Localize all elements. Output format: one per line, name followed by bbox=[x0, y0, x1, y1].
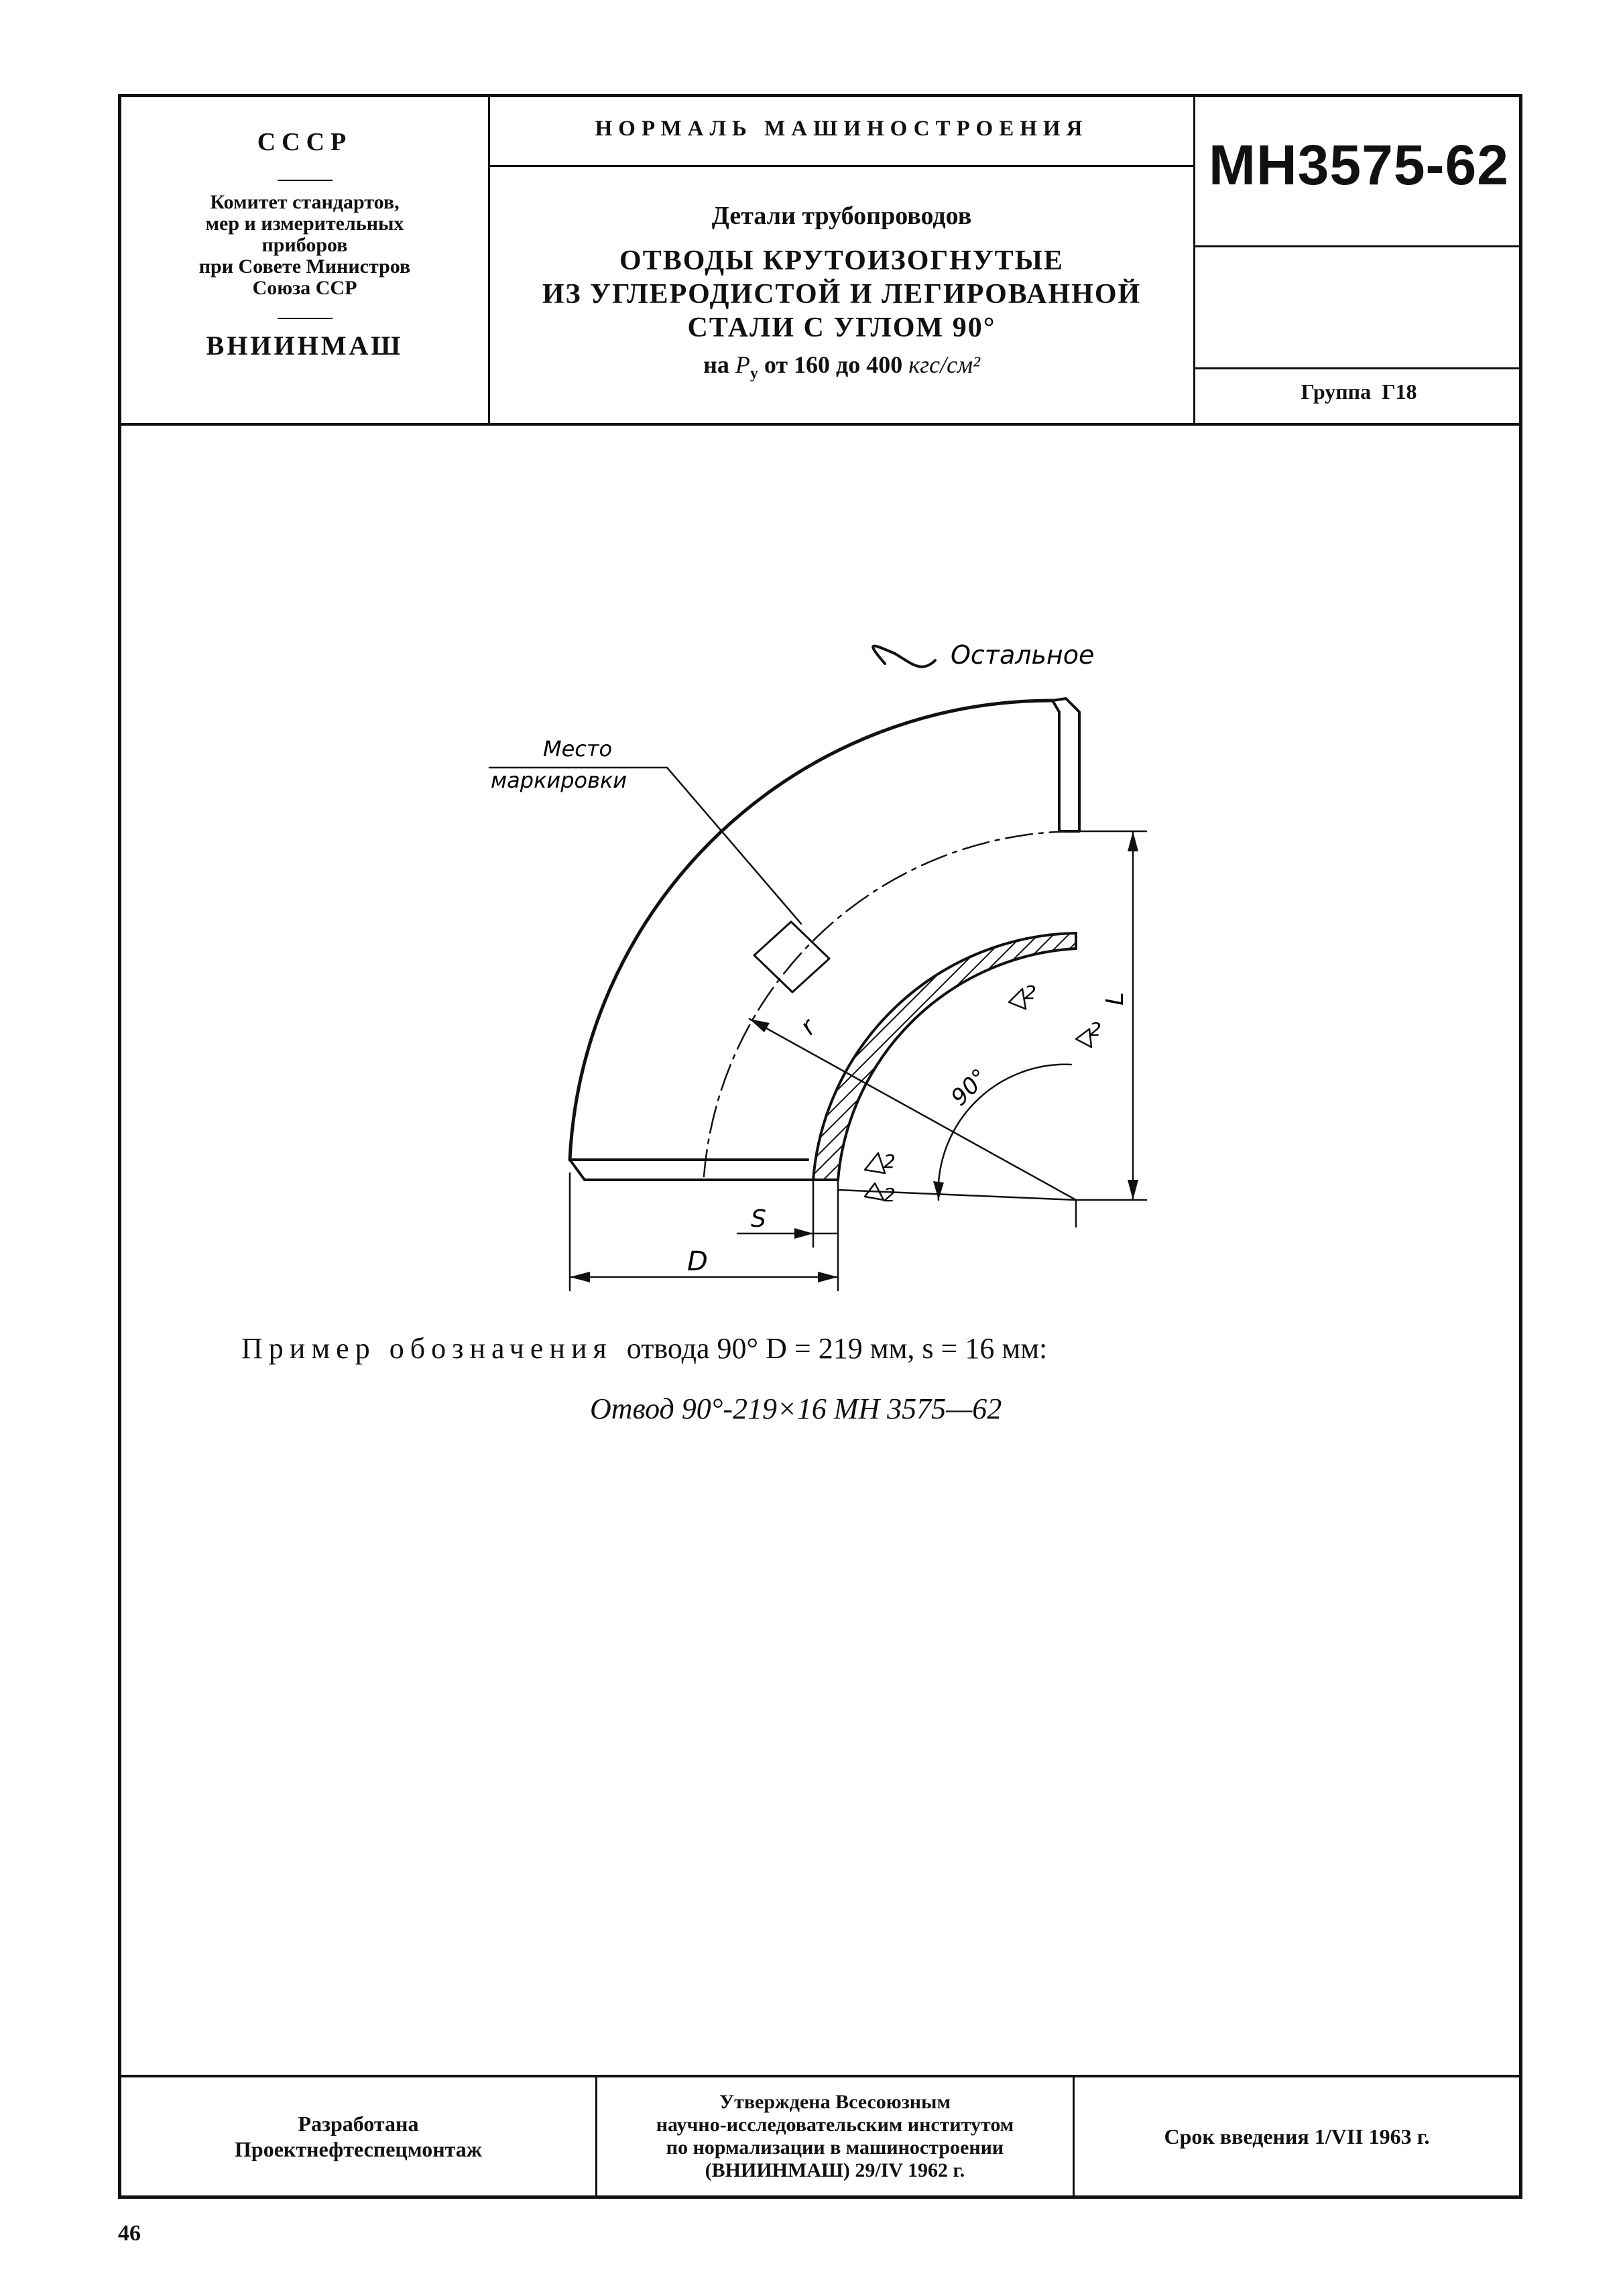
pressure-prefix: на bbox=[703, 351, 729, 378]
developed-line-2: Проектнефтеспецмонтаж bbox=[235, 2137, 482, 2161]
arrow-D-right bbox=[818, 1272, 838, 1282]
effective-date: Срок введения 1/VII 1963 г. bbox=[1164, 2124, 1430, 2149]
dim-r-label: r bbox=[794, 1014, 822, 1040]
arrow-L-bottom bbox=[1128, 1180, 1138, 1200]
center-line-arc bbox=[704, 831, 1076, 1176]
roughness-value-3: 2 bbox=[1024, 981, 1036, 1004]
roughness-triangle-3 bbox=[1009, 989, 1026, 1009]
dim-L-label: L bbox=[1101, 991, 1129, 1006]
example-line bbox=[241, 1331, 1047, 1367]
roughness-symbol bbox=[873, 646, 935, 667]
dim-D-label: D bbox=[687, 1246, 708, 1277]
document-code: МН3575-62 bbox=[1209, 133, 1509, 196]
pressure-subscript: у bbox=[749, 365, 758, 383]
committee-line-3: приборов bbox=[261, 234, 348, 256]
roughness-text: Остальное bbox=[951, 640, 1095, 670]
top-end-face bbox=[1053, 699, 1079, 831]
roughness-value-2: 2 bbox=[884, 1184, 896, 1206]
arrow-r bbox=[749, 1019, 770, 1032]
title-line-3: СТАЛИ С УГЛОМ 90° bbox=[687, 312, 996, 343]
arrow-s bbox=[794, 1228, 813, 1239]
title-line-1: ОТВОДЫ КРУТОИЗОГНУТЫЕ bbox=[619, 245, 1064, 276]
pressure-range: от 160 до 400 bbox=[764, 351, 903, 378]
pressure-symbol: P bbox=[735, 351, 750, 378]
base-extension bbox=[838, 1190, 1076, 1227]
arrow-D-left bbox=[570, 1272, 590, 1282]
committee-line-4: при Совете Министров bbox=[198, 255, 411, 278]
approved-line-4: (ВНИИНМАШ) 29/IV 1962 г. bbox=[705, 2159, 965, 2181]
wall-section bbox=[813, 933, 1076, 1180]
title-line-2: ИЗ УГЛЕРОДИСТОЙ И ЛЕГИРОВАННОЙ bbox=[542, 279, 1142, 310]
radius-line bbox=[749, 1019, 1076, 1200]
dim-L-line bbox=[1076, 831, 1146, 1200]
example-label: Пример обозначения bbox=[241, 1332, 613, 1365]
angle-label: 90° bbox=[946, 1063, 994, 1111]
roughness-triangle-1 bbox=[865, 1153, 885, 1173]
example-designation: Отвод 90°-219×16 МН 3575—62 bbox=[590, 1392, 1002, 1425]
developed-line-1: Разработана bbox=[298, 2112, 419, 2136]
committee-line-1: Комитет стандартов, bbox=[210, 191, 400, 213]
page-number: 46 bbox=[118, 2221, 141, 2246]
group-label: Группа Г18 bbox=[1301, 379, 1417, 404]
arrow-L-top bbox=[1128, 831, 1138, 851]
left-end-face bbox=[570, 1160, 813, 1180]
series-label: НОРМАЛЬ МАШИНОСТРОЕНИЯ bbox=[595, 117, 1089, 141]
example-text: отвода 90° D = 219 мм, s = 16 мм: bbox=[626, 1332, 1048, 1365]
approved-line-3: по нормализации в машиностроении bbox=[666, 2136, 1004, 2159]
marking-box bbox=[754, 922, 829, 992]
subject-label: Детали трубопроводов bbox=[711, 202, 972, 230]
footer-effective-cell bbox=[1075, 2077, 1519, 2195]
dim-s-label: S bbox=[751, 1205, 766, 1233]
footer-developed-cell bbox=[121, 2077, 595, 2195]
country-label: СССР bbox=[257, 128, 353, 156]
marking-label-1: Место bbox=[543, 736, 613, 762]
pressure-unit: кгс/см² bbox=[908, 351, 980, 378]
committee-line-5: Союза ССР bbox=[252, 277, 357, 299]
footer-approved-cell bbox=[597, 2077, 1073, 2195]
marking-label-2: маркировки bbox=[491, 768, 627, 793]
committee-line-2: мер и измерительных bbox=[205, 213, 404, 235]
approved-line-2: научно-исследовательским институтом bbox=[656, 2114, 1014, 2136]
roughness-value-4: 2 bbox=[1089, 1018, 1101, 1040]
arrow-angle bbox=[933, 1181, 944, 1200]
roughness-value-1: 2 bbox=[884, 1150, 896, 1172]
institute-label: ВНИИНМАШ bbox=[206, 330, 404, 361]
approved-line-1: Утверждена Всесоюзным bbox=[719, 2091, 951, 2113]
